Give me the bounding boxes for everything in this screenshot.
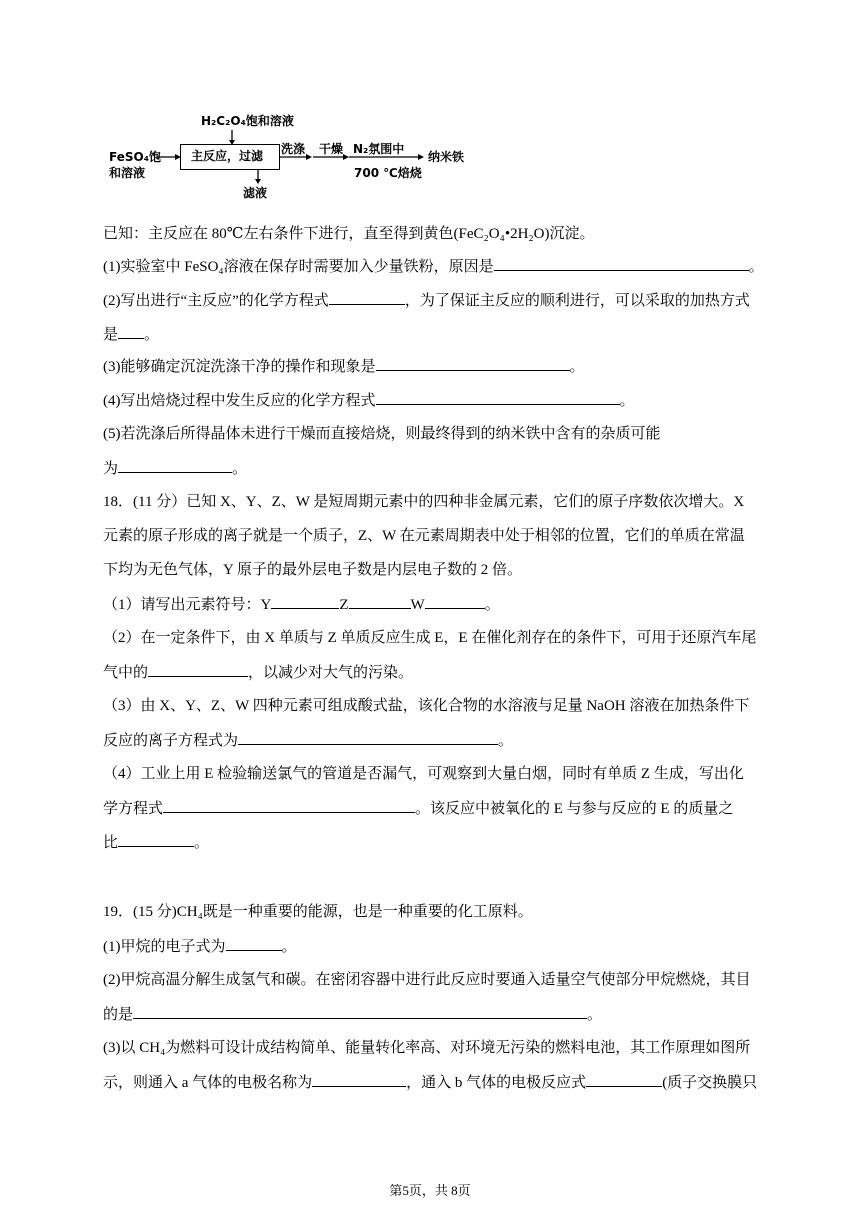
- q18-3-cont: 反应的离子方程式为 。: [103, 730, 513, 751]
- flow-filtrate: 滤液: [243, 186, 268, 200]
- q17-2-cont: 是 。: [103, 324, 159, 345]
- q18-2-cont: 气中的 ，以减少对大气的污染。: [103, 662, 413, 683]
- q18-stem-2: 元素的原子形成的离子就是一个质子，Z、W 在元素周期表中处于相邻的位置，它们的单质在常温: [103, 528, 745, 544]
- flow-reagent-top: H₂C₂O₄饱和溶液: [201, 114, 294, 128]
- q17-1: (1)实验室中 FeSO₄溶液在保存时需要加入少量铁粉，原因是 。: [103, 256, 764, 277]
- flow-step-dry: 干燥: [319, 142, 344, 156]
- q18-stem-3: 下均为无色气体，Y 原子的最外层电子数是内层电子数的 2 倍。: [103, 562, 523, 578]
- answer-blank[interactable]: [349, 594, 411, 609]
- q19-stem: 19．(15 分)CH₄既是一种重要的能源，也是一种重要的化工原料。: [103, 904, 533, 920]
- q19-3-cont: 示，则通入 a 气体的电极名称为 ，通入 b 气体的电极反应式 (质子交换膜只: [103, 1072, 757, 1093]
- answer-blank[interactable]: [118, 458, 232, 473]
- q19-1: (1)甲烷的电子式为 。: [103, 936, 297, 957]
- q17-4: (4)写出焙烧过程中发生反应的化学方程式 。: [103, 390, 635, 411]
- answer-blank[interactable]: [226, 936, 282, 951]
- known-condition: 已知：主反应在 80℃左右条件下进行，直至得到黄色(FeC₂O₄•2H₂O)沉淀。: [103, 226, 595, 242]
- q19-3: (3)以 CH₄为燃料可设计成结构简单、能量转化率高、对环境无污染的燃料电池，其工作原理如图所: [103, 1040, 751, 1056]
- answer-blank[interactable]: [148, 662, 248, 677]
- q18-4: （4）工业上用 E 检验输送氯气的管道是否漏气，可观察到大量白烟，同时有单质 Z 生成，写出化: [103, 766, 744, 782]
- answer-blank[interactable]: [118, 324, 144, 339]
- flow-product: 纳米铁: [428, 150, 465, 164]
- answer-blank[interactable]: [494, 256, 749, 271]
- q18-2: （2）在一定条件下，由 X 单质与 Z 单质反应生成 E，E 在催化剂存在的条件下，可用于还原汽车尾: [103, 630, 757, 646]
- q18-3: （3）由 X、Y、Z、W 四种元素可组成酸式盐，该化合物的水溶液与足量 NaOH 溶液在加热条件下: [103, 698, 750, 714]
- q17-5: (5)若洗涤后所得晶体未进行干燥而直接焙烧，则最终得到的纳米铁中含有的杂质可能: [103, 426, 661, 442]
- flow-step-wash: 洗涤: [281, 142, 306, 156]
- process-flowchart: [105, 108, 525, 204]
- answer-blank[interactable]: [238, 730, 498, 745]
- answer-blank[interactable]: [376, 356, 570, 371]
- flow-start-line2: 和溶液: [109, 166, 146, 180]
- answer-blank[interactable]: [329, 290, 405, 305]
- q18-4-cont: 学方程式 。该反应中被氧化的 E 与参与反应的 E 的质量之: [103, 798, 733, 819]
- answer-blank[interactable]: [376, 390, 620, 405]
- q17-3: (3)能够确定沉淀洗涤干净的操作和现象是 。: [103, 356, 585, 377]
- q17-2: (2)写出进行“主反应”的化学方程式 ，为了保证主反应的顺利进行，可以采取的加热方式: [103, 290, 750, 311]
- flow-cond-top: N₂氛围中: [353, 142, 405, 156]
- answer-blank[interactable]: [586, 1072, 662, 1087]
- answer-blank[interactable]: [312, 1072, 406, 1087]
- q18-1: （1）请写出元素符号：Y Z W 。: [103, 594, 500, 615]
- flow-cond-bottom: 700 ℃焙烧: [354, 166, 422, 180]
- answer-blank[interactable]: [425, 594, 485, 609]
- answer-blank[interactable]: [118, 832, 194, 847]
- q18-4-cont2: 比 。: [103, 832, 209, 853]
- q18-stem-1: 18．(11 分）已知 X、Y、Z、W 是短周期元素中的四种非金属元素，它们的原子序数依次增大。X: [103, 494, 745, 510]
- flow-start-line1: FeSO₄饱: [109, 150, 161, 164]
- q19-2: (2)甲烷高温分解生成氢气和碳。在密闭容器中进行此反应时要通入适量空气使部分甲烷燃烧，其目: [103, 972, 751, 988]
- answer-blank[interactable]: [271, 594, 339, 609]
- answer-blank[interactable]: [133, 1004, 587, 1019]
- answer-blank[interactable]: [163, 798, 415, 813]
- q17-5-cont: 为 。: [103, 458, 247, 479]
- flow-box-label: 主反应，过滤: [191, 149, 264, 163]
- q19-2-cont: 的是 。: [103, 1004, 602, 1025]
- page-footer: 第5页，共 8页: [389, 1183, 471, 1198]
